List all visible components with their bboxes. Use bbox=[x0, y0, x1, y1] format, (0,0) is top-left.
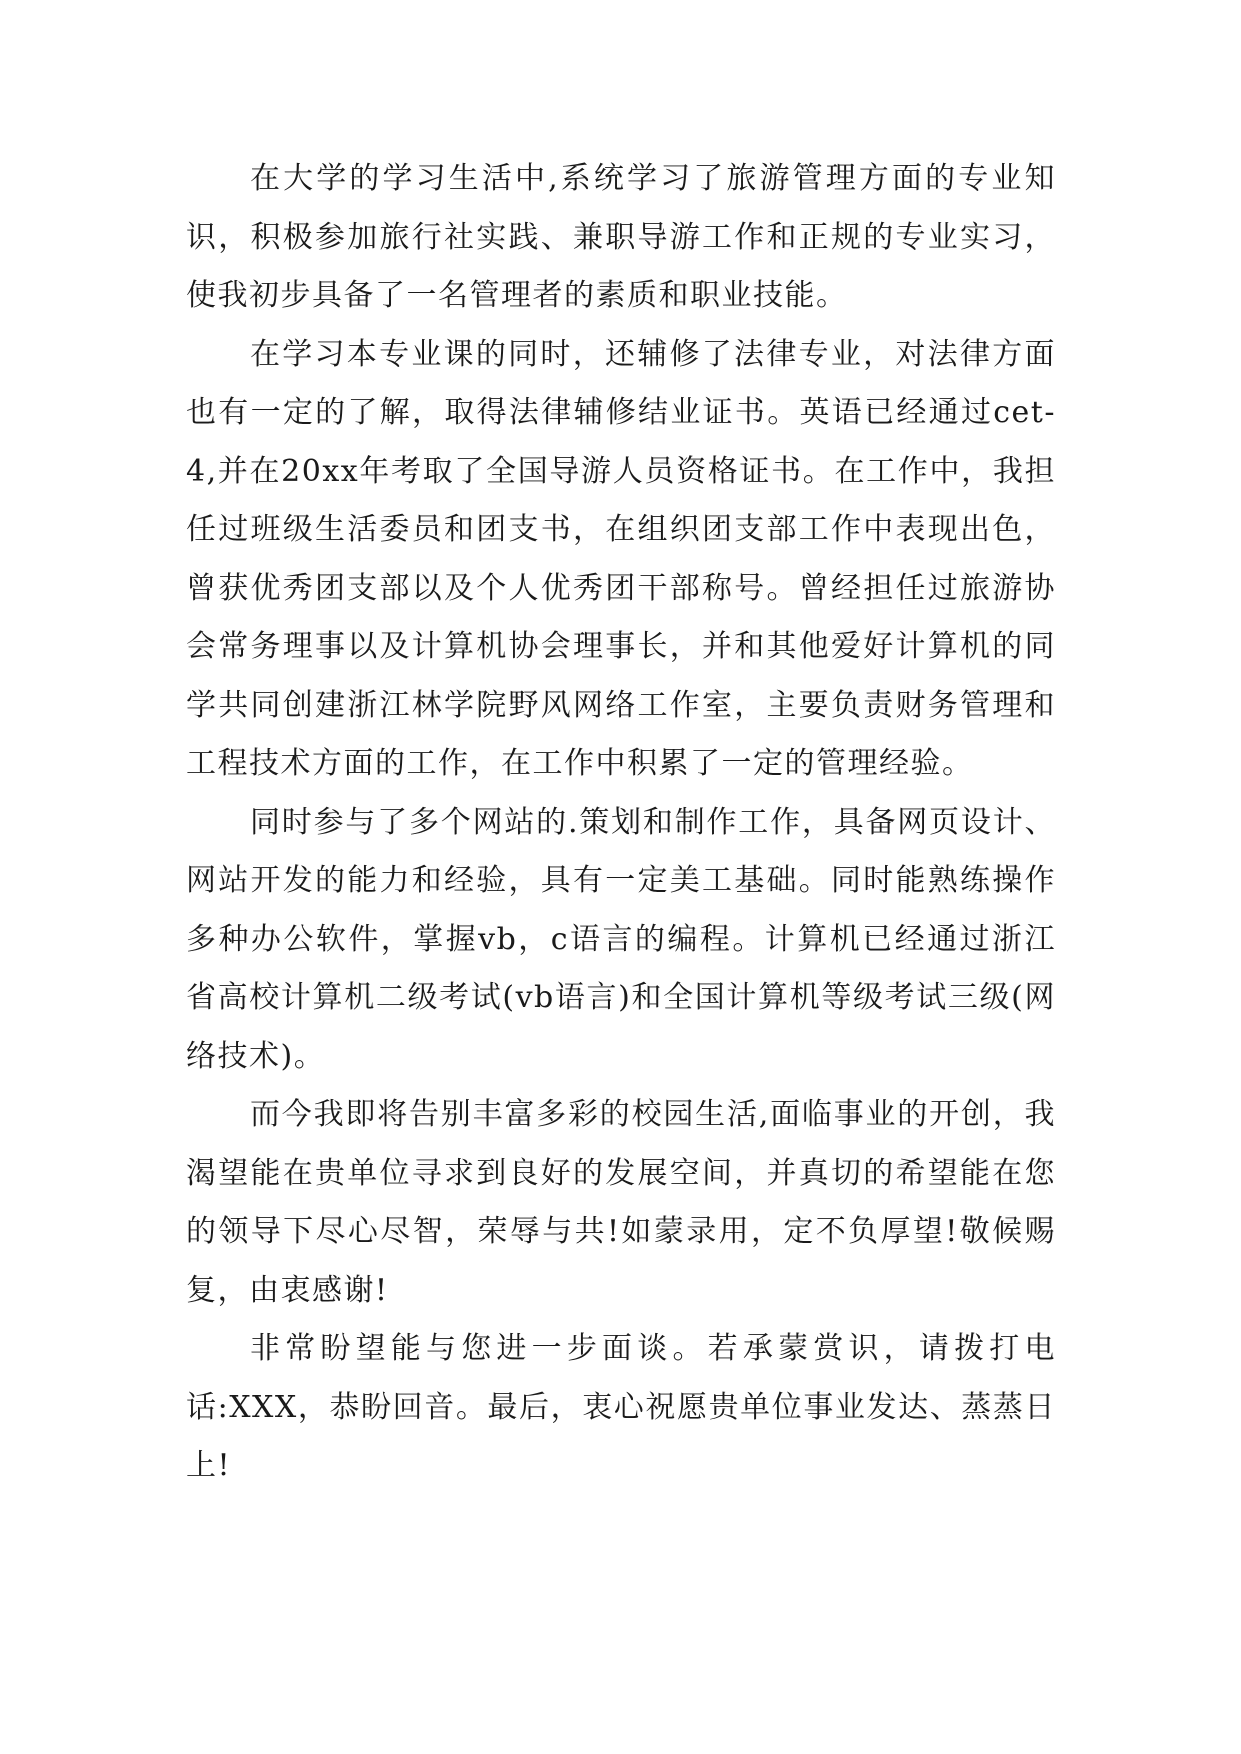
paragraph-4: 而今我即将告别丰富多彩的校园生活,面临事业的开创，我渴望能在贵单位寻求到良好的发展空间，并真切的希望能在您的领导下尽心尽智，荣辱与共!如蒙录用，定不负厚望!敬候赐复，由衷感谢! bbox=[186, 1097, 1056, 1308]
document-body bbox=[186, 150, 1056, 1496]
paragraph-5: 非常盼望能与您进一步面谈。若承蒙赏识，请拨打电话:XXX，恭盼回音。最后，衷心祝愿贵单位事业发达、蒸蒸日上! bbox=[186, 1331, 1056, 1483]
paragraph-3: 同时参与了多个网站的.策划和制作工作，具备网页设计、网站开发的能力和经验，具有一定美工基础。同时能熟练操作多种办公软件，掌握vb，c语言的编程。计算机已经通过浙江省高校计算机二级考试(vb语言)和全国计算机等级考试三级(网络技术)。 bbox=[186, 804, 1056, 1074]
paragraph-1: 在大学的学习生活中,系统学习了旅游管理方面的专业知识，积极参加旅行社实践、兼职导游工作和正规的专业实习，使我初步具备了一名管理者的素质和职业技能。 bbox=[186, 161, 1056, 313]
paragraph-2: 在学习本专业课的同时，还辅修了法律专业，对法律方面也有一定的了解，取得法律辅修结业证书。英语已经通过cet-4,并在20xx年考取了全国导游人员资格证书。在工作中，我担任过班级生活委员和团支书，在组织团支部工作中表现出色，曾获优秀团支部以及个人优秀团干部称号。曾经担任过旅游协会常务理事以及计算机协会理事长，并和其他爱好计算机的同学共同创建浙江林学院野风网络工作室，主要负责财务管理和工程技术方面的工作，在工作中积累了一定的管理经验。 bbox=[186, 336, 1056, 781]
